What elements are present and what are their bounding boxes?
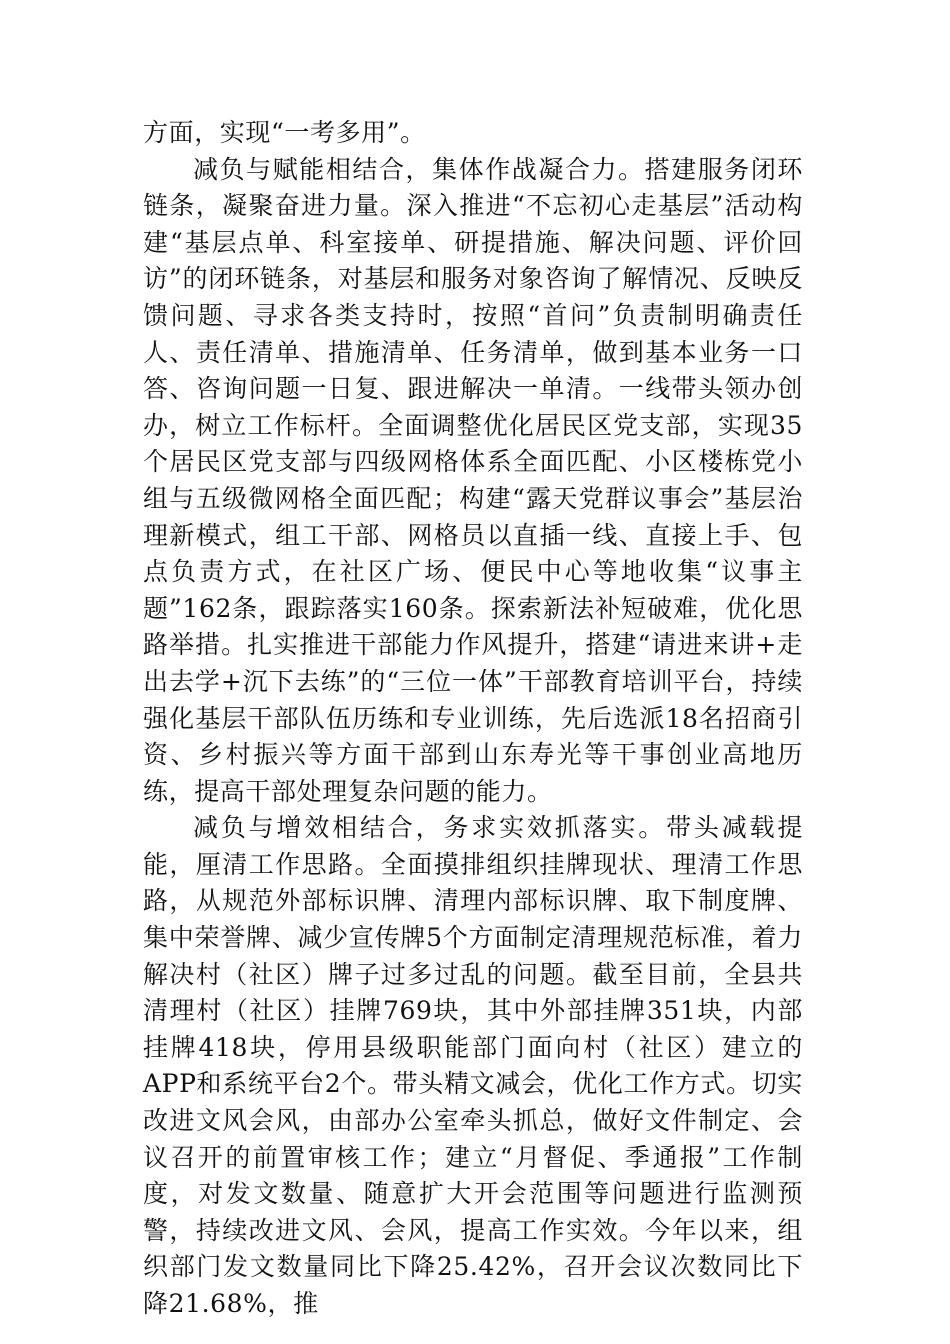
paragraph-empowerment: 减负与赋能相结合，集体作战凝合力。搭建服务闭环链条，凝聚奋进力量。深入推进“不忘初心走基层”活动构建“基层点单、科室接单、研提措施、解决问题、评价回访”的闭环链条，对基层和服务对象咨询了解情况、反映反馈问题、寻求各类支持时，按照“首问”负责制明确责任人、责任清单、措施清单、任务清单，做到基本业务一口答、咨询问题一日复、跟进解决一单清。一线带头领办创办，树立工作标杆。全面调整优化居民区党支部，实现35个居民区党支部与四级网格体系全面匹配、小区楼栋党小组与五级微网格全面匹配；构建“露天党群议事会”基层治理新模式，组工干部、网格员以直插一线、直接上手、包点负责方式，在社区广场、便民中心等地收集“议事主题”162条，跟踪落实160条。探索新法补短破难，优化思路举措。扎实推进干部能力作风提升，搭建“请进来讲+走出去学+沉下去练”的“三位一体”干部教育培训平台，持续强化基层干部队伍历练和专业训练，先后选派18名招商引资、乡村振兴等方面干部到山东寿光等干事创业高地历练，提高干部处理复杂问题的能力。 [143, 154, 803, 806]
paragraph-continuation: 方面，实现“一考多用”。 [143, 118, 426, 147]
document-body [143, 115, 803, 1323]
paragraph-efficiency: 减负与增效相结合，务求实效抓落实。带头减载提能，厘清工作思路。全面摸排组织挂牌现状、理清工作思路，从规范外部标识牌、清理内部标识牌、取下制度牌、集中荣誉牌、减少宣传牌5个方面制定清理规范标准，着力解决村（社区）牌子过多过乱的问题。截至目前，全县共清理村（社区）挂牌769块，其中外部挂牌351块，内部挂牌418块，停用县级职能部门面向村（社区）建立的APP和系统平台2个。带头精文减会，优化工作方式。切实改进文风会风，由部办公室牵头抓总，做好文件制定、会议召开的前置审核工作；建立“月督促、季通报”工作制度，对发文数量、随意扩大开会范围等问题进行监测预警，持续改进文风、会风，提高工作实效。今年以来，组织部门发文数量同比下降25.42%，召开会议次数同比下降21.68%，推 [143, 813, 803, 1318]
